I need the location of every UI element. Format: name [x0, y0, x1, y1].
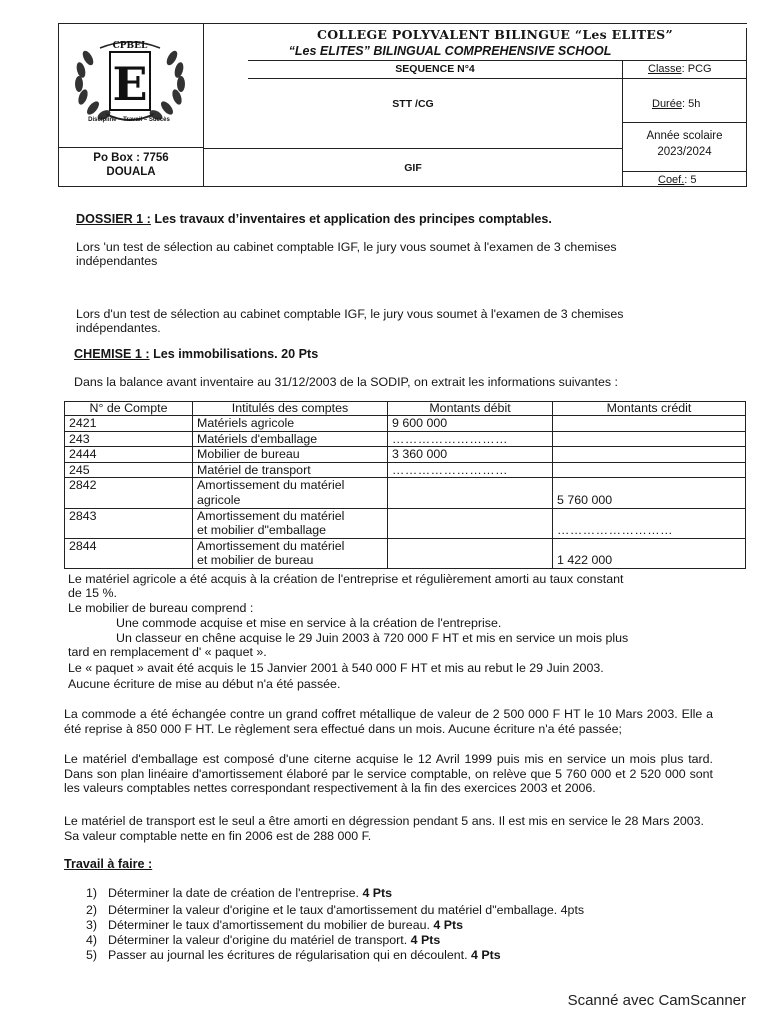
- task-number: 3): [86, 918, 98, 932]
- credit-amount: ………………………: [553, 508, 746, 538]
- duree-value: : 5h: [681, 98, 701, 110]
- travail-heading: Travail à faire :: [64, 857, 153, 871]
- balance-table: [64, 401, 746, 569]
- para-transport: Le matériel de transport est le seul a être amorti en dégression pendant 5 ans. Il est mis en service le 28 Mars 2003. Sa valeur comptable nette en fin 2006 est de 288 000 F.: [64, 814, 704, 843]
- chemise-heading: [74, 347, 318, 362]
- task-points: 4pts: [557, 903, 585, 917]
- para-classeur-line1: Un classeur en chêne acquise le 29 Juin 2003 à 720 000 F HT et mis en service un mois plus: [116, 631, 629, 645]
- para-commode: Une commode acquise et mise en service à la création de l'entreprise.: [116, 616, 502, 630]
- credit-amount: [553, 462, 746, 478]
- debit-amount: 9 600 000: [388, 416, 553, 432]
- dossier-intro-2-line2: indépendantes.: [76, 321, 161, 335]
- account-label-line1: Amortissement du matériel: [197, 478, 345, 493]
- duree-info: [652, 98, 700, 110]
- balance-header-row: [65, 402, 746, 416]
- dossier-title: Les travaux d’inventaires et application des principes comptables.: [150, 212, 552, 226]
- classe-info: [648, 63, 712, 75]
- camscanner-watermark: Scanné avec CamScanner: [567, 992, 746, 1009]
- task-points: 4 Pts: [407, 933, 441, 947]
- list-item: [86, 903, 584, 919]
- school-seal-logo: [66, 34, 194, 126]
- col-header-debit: Montants débit: [388, 402, 553, 416]
- laurel-right-icon: [148, 49, 185, 122]
- debit-amount: ………………………: [388, 462, 553, 478]
- table-row: [65, 538, 746, 568]
- account-label: Matériel de transport: [193, 462, 388, 478]
- list-item: [86, 933, 440, 949]
- para-paquet: Le « paquet » avait été acquis le 15 Janvier 2001 à 540 000 F HT et mis au rebut le 29 Juin 2003.: [68, 661, 604, 675]
- coef-info: [658, 174, 697, 186]
- table-row: [65, 416, 746, 432]
- list-item: [86, 886, 392, 902]
- classe-label: Classe: [648, 63, 682, 75]
- dossier-heading: [76, 212, 552, 227]
- dossier-intro-1-line1: Lors 'un test de sélection au cabinet comptable IGF, le jury vous soumet à l'examen de 3 chemises: [76, 240, 617, 254]
- account-number: 2421: [65, 416, 193, 432]
- para-aucune-ecriture: Aucune écriture de mise au début n'a été passée.: [68, 677, 341, 691]
- address-block: [58, 151, 204, 179]
- account-number: 2444: [65, 447, 193, 463]
- task-points: 4 Pts: [359, 886, 393, 900]
- account-label: Matériels d'emballage: [193, 431, 388, 447]
- account-label: [193, 538, 388, 568]
- chemise-label: CHEMISE 1 :: [74, 347, 150, 361]
- school-name-en: “Les ELITES” BILINGUAL COMPREHENSIVE SCHOOL: [288, 44, 612, 58]
- annee-info: [622, 128, 747, 160]
- subject-label: STT /CG: [392, 98, 434, 110]
- task-text: Déterminer le taux d'amortissement du mobilier de bureau.: [108, 918, 430, 932]
- para-emballage: Le matériel d'emballage est composé d'une citerne acquise le 12 Avril 1999 puis mis en service un mois plus tard. Dans son plan linéaire d'amortissement élaboré par le service comptable, on relève que 5 760 000 et 2 520 000 sont les valeurs comptables nettes correspondant respectivement à la fin des exercices 2003 et 2006.: [64, 752, 713, 796]
- dossier-label: DOSSIER 1 :: [76, 212, 151, 226]
- para-agricole-line1: Le matériel agricole a été acquis à la création de l'entreprise et régulièrement amorti au taux constant: [68, 572, 624, 586]
- account-label: [193, 508, 388, 538]
- debit-amount: [388, 508, 553, 538]
- account-label-line2: et mobilier de bureau: [197, 553, 314, 568]
- task-number: 4): [86, 933, 98, 947]
- account-number: 2842: [65, 478, 193, 508]
- task-number: 1): [86, 886, 98, 900]
- duree-label: Durée: [652, 98, 682, 110]
- account-number: 243: [65, 431, 193, 447]
- po-box: Po Box : 7756: [93, 152, 169, 164]
- classe-value: : PCG: [681, 63, 712, 75]
- debit-amount: 3 360 000: [388, 447, 553, 463]
- annee-label: Année scolaire: [646, 130, 723, 142]
- para-classeur-line2: tard en remplacement d' « paquet ».: [68, 645, 267, 659]
- task-text: Déterminer la date de création de l'entreprise.: [108, 886, 360, 900]
- debit-amount: [388, 478, 553, 508]
- debit-amount: [388, 538, 553, 568]
- table-row: [65, 431, 746, 447]
- col-header-credit: Montants crédit: [553, 402, 746, 416]
- task-points: 4 Pts: [429, 918, 463, 932]
- coef-label: Coef.: [658, 174, 685, 186]
- school-name-fr: COLLEGE POLYVALENT BILINGUE “Les ELITES”: [317, 27, 673, 42]
- table-row: [65, 508, 746, 538]
- task-points: 4 Pts: [467, 948, 501, 962]
- account-label-line2: et mobilier d"emballage: [197, 523, 327, 538]
- sequence-label: SEQUENCE N°4: [395, 63, 475, 75]
- credit-amount: 1 422 000: [553, 538, 746, 568]
- gif-label: GIF: [404, 162, 422, 174]
- account-label: [193, 478, 388, 508]
- task-text: Déterminer la valeur d'origine du matériel de transport.: [108, 933, 408, 947]
- account-label-line1: Amortissement du matériel: [197, 538, 345, 553]
- chemise-intro: Dans la balance avant inventaire au 31/12/2003 de la SODIP, on extrait les informations suivantes :: [74, 375, 618, 389]
- account-label: Matériels agricole: [193, 416, 388, 432]
- svg-text:E: E: [112, 57, 148, 111]
- table-row: [65, 478, 746, 508]
- para-agricole-line2: de 15 %.: [68, 586, 117, 600]
- credit-amount: [553, 431, 746, 447]
- task-number: 5): [86, 948, 98, 962]
- seal-motto: Discipline – Travail – Succès: [88, 117, 170, 123]
- annee-value: 2023/2024: [657, 146, 712, 158]
- account-label-line1: Amortissement du matériel: [197, 508, 345, 523]
- dossier-intro-2-line1: Lors d'un test de sélection au cabinet comptable IGF, le jury vous soumet à l'examen de 3 chemises: [76, 307, 624, 321]
- list-item: [86, 948, 501, 964]
- col-header-account: N° de Compte: [65, 402, 193, 416]
- chemise-title: Les immobilisations. 20 Pts: [149, 347, 319, 361]
- table-row: [65, 462, 746, 478]
- col-header-label: Intitulés des comptes: [193, 402, 388, 416]
- seal-name: CPBEL: [112, 41, 148, 51]
- task-text: Passer au journal les écritures de régularisation qui en découlent.: [108, 948, 468, 962]
- table-row: [65, 447, 746, 463]
- debit-amount: ………………………: [388, 431, 553, 447]
- city: DOUALA: [106, 166, 156, 178]
- account-number: 245: [65, 462, 193, 478]
- account-label: Mobilier de bureau: [193, 447, 388, 463]
- list-item: [86, 918, 463, 934]
- para-mobilier: Le mobilier de bureau comprend :: [68, 601, 254, 615]
- task-number: 2): [86, 903, 98, 917]
- laurel-left-icon: [75, 49, 112, 122]
- credit-amount: 5 760 000: [553, 478, 746, 508]
- account-number: 2844: [65, 538, 193, 568]
- task-text: Déterminer la valeur d'origine et le taux d'amortissement du matériel d"emballage.: [108, 903, 558, 917]
- para-coffret: La commode a été échangée contre un grand coffret métallique de valeur de 2 500 000 F HT le 10 Mars 2003. Elle a été reprise à 850 000 F HT. Le règlement sera effectué dans un mois. Aucune écriture n'a été passée;: [64, 707, 713, 736]
- coef-value: : 5: [684, 174, 697, 186]
- account-number: 2843: [65, 508, 193, 538]
- credit-amount: [553, 416, 746, 432]
- dossier-intro-1-line2: indépendantes: [76, 254, 158, 268]
- account-label-line2: agricole: [197, 492, 241, 507]
- credit-amount: [553, 447, 746, 463]
